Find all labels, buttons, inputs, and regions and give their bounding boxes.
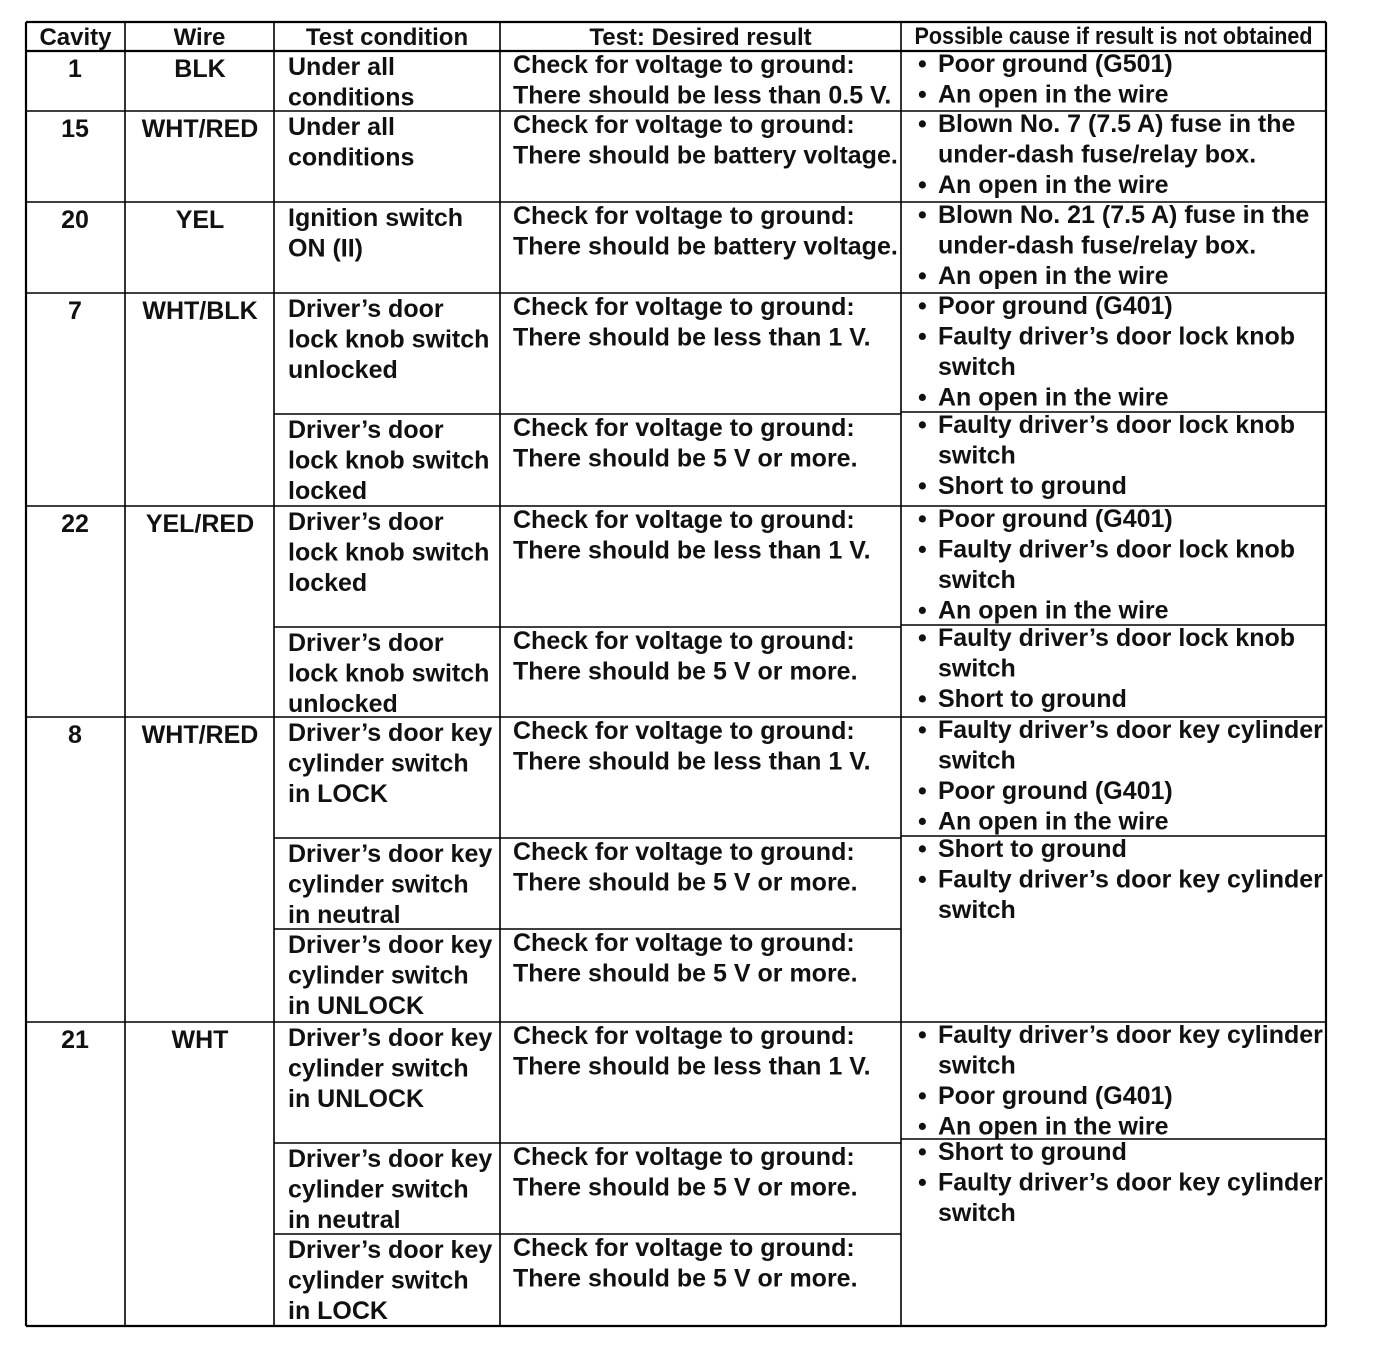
header-possible-cause: Possible cause if result is not obtained <box>914 23 1313 50</box>
possible-cause-line: Blown No. 7 (7.5 A) fuse in the <box>938 110 1296 138</box>
bullet-marker: • <box>918 50 927 78</box>
possible-cause-line: Faulty driver’s door key cylinder <box>938 716 1323 744</box>
desired-result-line: There should be 5 V or more. <box>513 1264 858 1293</box>
possible-cause-line: Poor ground (G501) <box>938 50 1173 78</box>
desired-result-line: Check for voltage to ground: <box>513 717 855 745</box>
desired-result-line: Check for voltage to ground: <box>513 1022 855 1050</box>
possible-cause-line: Poor ground (G401) <box>938 292 1173 320</box>
possible-cause-line: Faulty driver’s door key cylinder <box>938 1021 1323 1049</box>
test-condition-line: Under all <box>288 53 395 81</box>
test-condition-line: cylinder switch <box>288 749 469 778</box>
possible-cause-line: switch <box>938 1051 1016 1080</box>
desired-result-line: There should be less than 1 V. <box>513 323 871 352</box>
bullet-marker: • <box>918 596 927 625</box>
test-condition-line: Driver’s door key <box>288 1024 493 1052</box>
desired-result-line: Check for voltage to ground: <box>513 293 855 321</box>
test-condition-line: in LOCK <box>288 1297 388 1325</box>
bullet-marker: • <box>918 383 927 412</box>
test-condition-line: Driver’s door <box>288 508 444 536</box>
bullet-marker: • <box>918 80 927 109</box>
bullet-marker: • <box>918 411 927 439</box>
desired-result-line: There should be battery voltage. <box>513 232 898 261</box>
test-condition-line: unlocked <box>288 690 398 718</box>
possible-cause-line: Poor ground (G401) <box>938 505 1173 533</box>
test-condition-line: locked <box>288 477 368 505</box>
bullet-marker: • <box>918 716 927 744</box>
wire-color: WHT <box>171 1026 229 1054</box>
test-condition-line: Driver’s door key <box>288 931 493 959</box>
bullet-marker: • <box>918 1138 927 1166</box>
test-condition-line: in UNLOCK <box>288 992 425 1020</box>
desired-result-line: Check for voltage to ground: <box>513 627 855 655</box>
cavity-number: 15 <box>61 115 89 143</box>
test-condition-line: lock knob switch <box>288 538 490 567</box>
header-test-condition: Test condition <box>305 24 469 51</box>
possible-cause-line: Faulty driver’s door lock knob <box>938 535 1296 564</box>
possible-cause-line: Faulty driver’s door key cylinder <box>938 1168 1323 1197</box>
cavity-number: 8 <box>68 721 82 749</box>
test-condition-line: conditions <box>288 143 415 172</box>
desired-result-line: There should be less than 0.5 V. <box>513 81 892 110</box>
test-condition-line: cylinder switch <box>288 1175 469 1204</box>
test-condition-line: in LOCK <box>288 780 388 808</box>
desired-result-line: Check for voltage to ground: <box>513 414 855 442</box>
possible-cause-line: Short to ground <box>938 1138 1127 1166</box>
possible-cause-line: switch <box>938 566 1016 594</box>
desired-result-line: There should be 5 V or more. <box>513 868 858 897</box>
possible-cause-line: switch <box>938 746 1016 775</box>
desired-result-line: There should be 5 V or more. <box>513 657 858 686</box>
cavity-number: 22 <box>61 510 89 538</box>
test-condition-line: Driver’s door <box>288 416 444 444</box>
possible-cause-line: Short to ground <box>938 835 1127 863</box>
desired-result-line: There should be less than 1 V. <box>513 1052 871 1081</box>
desired-result-line: There should be less than 1 V. <box>513 747 871 776</box>
test-condition-line: Driver’s door key <box>288 1145 493 1173</box>
test-condition-line: unlocked <box>288 356 398 384</box>
test-condition-line: cylinder switch <box>288 961 469 990</box>
possible-cause-line: Faulty driver’s door key cylinder <box>938 865 1323 894</box>
bullet-marker: • <box>918 535 927 564</box>
possible-cause-line: An open in the wire <box>938 262 1169 290</box>
test-condition-line: cylinder switch <box>288 870 469 899</box>
possible-cause-line: An open in the wire <box>938 1112 1169 1141</box>
cavity-number: 1 <box>68 55 82 83</box>
possible-cause-line: An open in the wire <box>938 596 1169 625</box>
wire-color: YEL <box>175 206 225 234</box>
possible-cause-line: Poor ground (G401) <box>938 777 1173 805</box>
test-condition-line: cylinder switch <box>288 1266 469 1295</box>
desired-result-line: There should be 5 V or more. <box>513 444 858 473</box>
test-condition-line: cylinder switch <box>288 1054 469 1083</box>
possible-cause-line: An open in the wire <box>938 80 1169 109</box>
desired-result-line: There should be less than 1 V. <box>513 536 871 565</box>
bullet-marker: • <box>918 292 927 320</box>
possible-cause-line: Poor ground (G401) <box>938 1082 1173 1110</box>
desired-result-line: Check for voltage to ground: <box>513 111 855 139</box>
desired-result-line: There should be battery voltage. <box>513 141 898 170</box>
header-desired-result: Test: Desired result <box>589 24 812 51</box>
desired-result-line: Check for voltage to ground: <box>513 838 855 866</box>
cavity-number: 21 <box>61 1026 89 1054</box>
possible-cause-line: switch <box>938 896 1016 924</box>
test-condition-line: conditions <box>288 83 415 112</box>
bullet-marker: • <box>918 1021 927 1049</box>
test-condition-line: Driver’s door key <box>288 840 493 868</box>
desired-result-line: Check for voltage to ground: <box>513 202 855 230</box>
desired-result-line: Check for voltage to ground: <box>513 51 855 79</box>
possible-cause-line: Faulty driver’s door lock knob <box>938 411 1296 439</box>
wire-color: BLK <box>174 55 226 83</box>
test-condition-line: lock knob switch <box>288 325 490 354</box>
bullet-marker: • <box>918 777 927 805</box>
bullet-marker: • <box>918 472 927 500</box>
bullet-marker: • <box>918 685 927 713</box>
possible-cause-line: An open in the wire <box>938 807 1169 836</box>
test-condition-line: Under all <box>288 113 395 141</box>
wire-color: WHT/RED <box>141 721 259 749</box>
wire-color: WHT/RED <box>141 115 259 143</box>
desired-result-line: There should be 5 V or more. <box>513 1173 858 1202</box>
header-cavity: Cavity <box>39 24 112 51</box>
test-condition-line: in neutral <box>288 901 401 929</box>
bullet-marker: • <box>918 807 927 836</box>
possible-cause-line: under-dash fuse/relay box. <box>938 231 1257 260</box>
desired-result-line: Check for voltage to ground: <box>513 929 855 957</box>
bullet-marker: • <box>918 624 927 652</box>
possible-cause-line: switch <box>938 441 1016 470</box>
bullet-marker: • <box>918 1112 927 1141</box>
possible-cause-line: under-dash fuse/relay box. <box>938 140 1257 169</box>
bullet-marker: • <box>918 262 927 290</box>
bullet-marker: • <box>918 171 927 199</box>
test-condition-line: Ignition switch <box>288 204 463 232</box>
desired-result-line: Check for voltage to ground: <box>513 1234 855 1262</box>
test-condition-line: Driver’s door <box>288 295 444 323</box>
desired-result-line: There should be 5 V or more. <box>513 959 858 988</box>
possible-cause-line: An open in the wire <box>938 171 1169 199</box>
wire-color: YEL/RED <box>145 510 255 538</box>
possible-cause-line: switch <box>938 353 1016 381</box>
bullet-marker: • <box>918 865 927 894</box>
possible-cause-line: switch <box>938 654 1016 683</box>
bullet-marker: • <box>918 1082 927 1110</box>
cavity-number: 7 <box>68 297 82 325</box>
bullet-marker: • <box>918 835 927 863</box>
bullet-marker: • <box>918 505 927 533</box>
possible-cause-line: An open in the wire <box>938 383 1169 412</box>
test-condition-line: Driver’s door key <box>288 1236 493 1264</box>
possible-cause-line: Short to ground <box>938 472 1127 500</box>
bullet-marker: • <box>918 201 927 229</box>
possible-cause-line: Faulty driver’s door lock knob <box>938 322 1296 351</box>
test-condition-line: Driver’s door key <box>288 719 493 747</box>
possible-cause-line: switch <box>938 1199 1016 1227</box>
test-condition-line: ON (II) <box>288 234 363 263</box>
test-condition-line: lock knob switch <box>288 659 490 688</box>
possible-cause-line: Blown No. 21 (7.5 A) fuse in the <box>938 201 1310 229</box>
header-wire: Wire <box>173 24 226 51</box>
possible-cause-line: Faulty driver’s door lock knob <box>938 624 1296 652</box>
cavity-number: 20 <box>61 206 89 234</box>
test-condition-line: in neutral <box>288 1206 401 1234</box>
bullet-marker: • <box>918 322 927 351</box>
test-condition-line: in UNLOCK <box>288 1085 425 1113</box>
bullet-marker: • <box>918 110 927 138</box>
desired-result-line: Check for voltage to ground: <box>513 506 855 534</box>
test-condition-line: Driver’s door <box>288 629 444 657</box>
desired-result-line: Check for voltage to ground: <box>513 1143 855 1171</box>
test-condition-line: locked <box>288 569 368 597</box>
test-condition-line: lock knob switch <box>288 446 490 475</box>
wire-color: WHT/BLK <box>142 297 258 325</box>
possible-cause-line: Short to ground <box>938 685 1127 713</box>
bullet-marker: • <box>918 1168 927 1197</box>
